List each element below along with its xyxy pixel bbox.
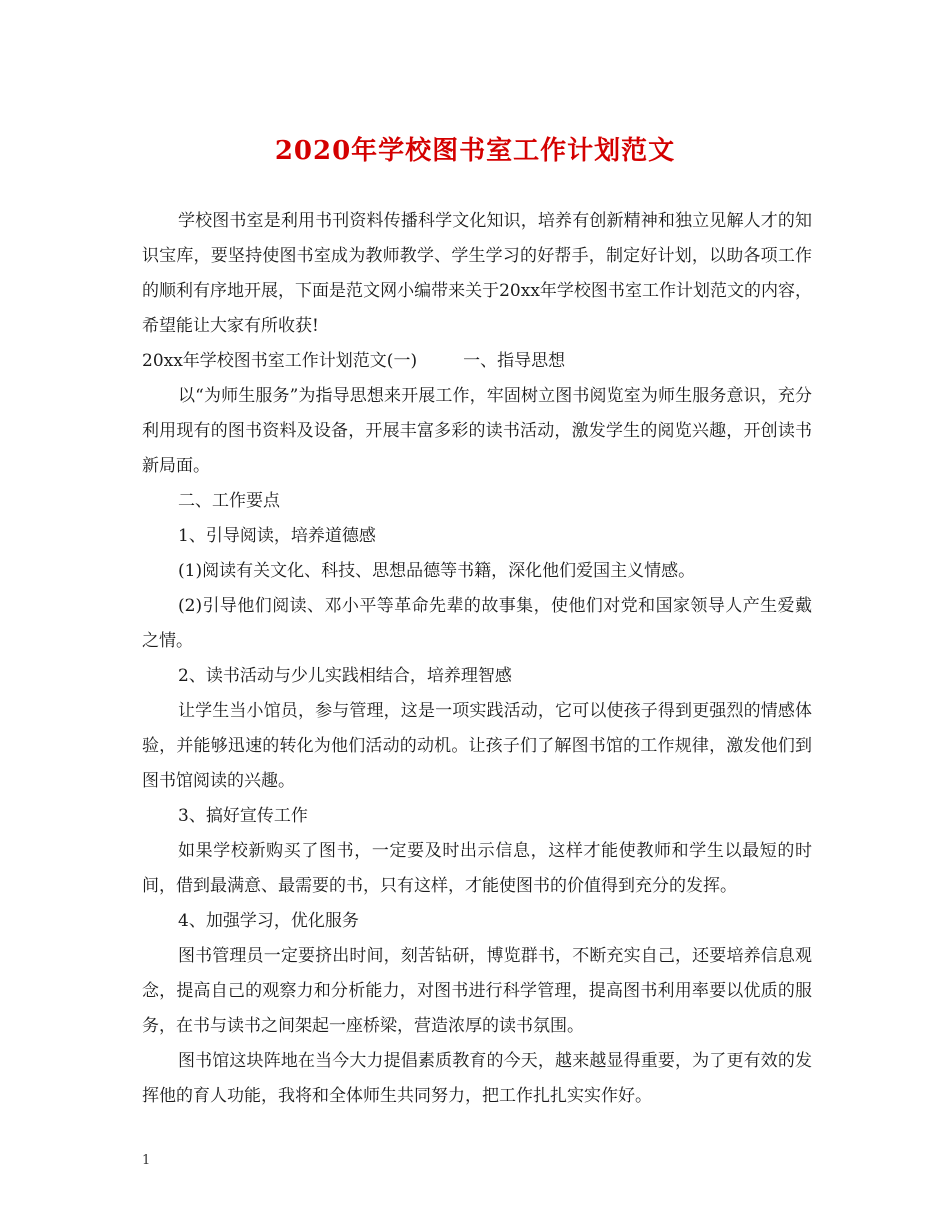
document-body — [142, 204, 812, 1114]
page-number: 1 — [142, 1153, 151, 1168]
points-heading: 二、工作要点 — [178, 491, 280, 511]
point2-paragraph: 让学生当小馆员，参与管理，这是一项实践活动，它可以使孩子得到更强烈的情感体验，并能够迅速的转化为他们活动的动机。让孩子们了解图书馆的工作规律，激发他们到图书馆阅读的兴趣。 — [142, 701, 812, 791]
point1-item1: (1)阅读有关文化、科技、思想品德等书籍，深化他们爱国主义情感。 — [178, 561, 696, 581]
guidance-heading: 一、指导思想 — [463, 351, 566, 371]
point3-paragraph: 如果学校新购买了图书，一定要及时出示信息，这样才能使教师和学生以最短的时间，借到最满意、最需要的书，只有这样，才能使图书的价值得到充分的发挥。 — [142, 841, 812, 896]
point2-heading: 2、读书活动与少儿实践相结合，培养理智感 — [178, 666, 512, 686]
point3-heading: 3、搞好宣传工作 — [178, 806, 308, 826]
section-heading: 20xx年学校图书室工作计划范文(一) — [142, 351, 418, 371]
guidance-paragraph: 以“为师生服务”为指导思想来开展工作，牢固树立图书阅览室为师生服务意识，充分利用现有的图书资料及设备，开展丰富多彩的读书活动，激发学生的阅览兴趣，开创读书新局面。 — [142, 386, 812, 476]
intro-paragraph: 学校图书室是利用书刊资料传播科学文化知识，培养有创新精神和独立见解人才的知识宝库，要坚持使图书室成为教师教学、学生学习的好帮手，制定好计划，以助各项工作的顺利有序地开展，下面是范文网小编带来关于20xx年学校图书室工作计划范文的内容，希望能让大家有所收获! — [142, 211, 812, 336]
point4-heading: 4、加强学习，优化服务 — [178, 911, 359, 931]
point1-heading: 1、引导阅读，培养道德感 — [178, 526, 376, 546]
point1-item2: (2)引导他们阅读、邓小平等革命先辈的故事集，使他们对党和国家领导人产生爱戴之情。 — [142, 596, 812, 651]
point4-paragraph: 图书管理员一定要挤出时间，刻苦钻研，博览群书，不断充实自己，还要培养信息观念，提高自己的观察力和分析能力，对图书进行科学管理，提高图书利用率要以优质的服务，在书与读书之间架起一座桥梁，营造浓厚的读书氛围。 — [142, 946, 812, 1036]
section-heading-line — [142, 344, 812, 379]
closing-paragraph: 图书馆这块阵地在当今大力提倡素质教育的今天，越来越显得重要，为了更有效的发挥他的育人功能，我将和全体师生共同努力，把工作扎扎实实作好。 — [142, 1051, 812, 1106]
document-title: 2020年学校图书室工作计划范文 — [274, 136, 676, 166]
